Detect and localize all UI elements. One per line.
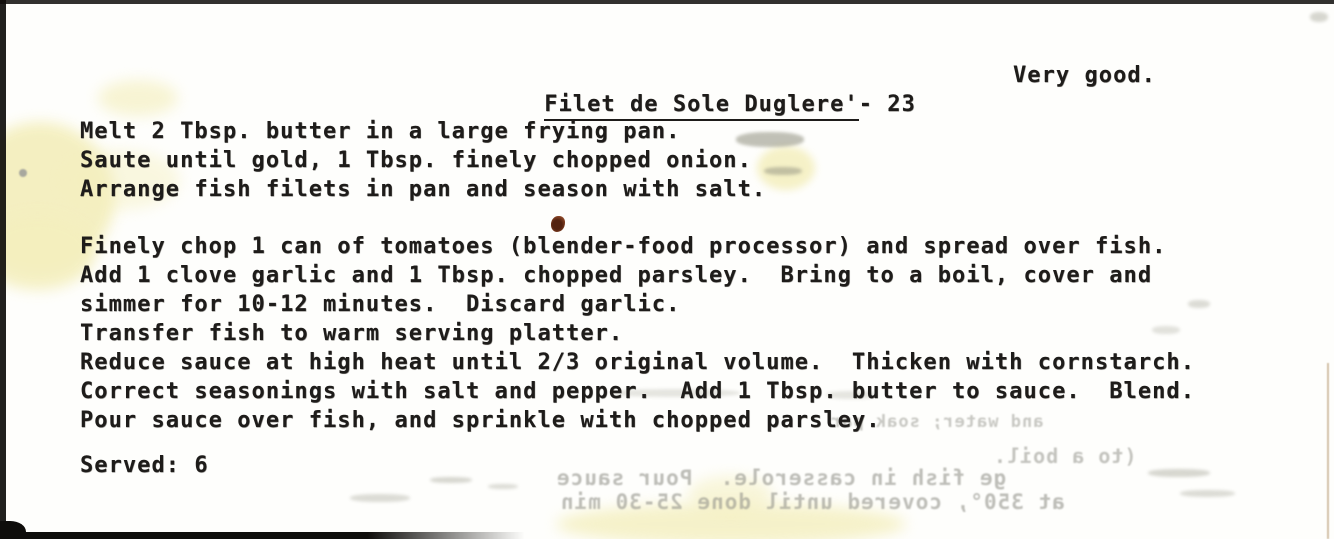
instruction-line: Saute until gold, 1 Tbsp. finely chopped onion.: [80, 148, 752, 173]
gray-smudge: [1148, 469, 1210, 477]
recipe-number: - 23: [858, 92, 916, 117]
gray-smudge: [764, 167, 802, 175]
gray-smudge: [430, 477, 472, 483]
instruction-line: Add 1 clove garlic and 1 Tbsp. chopped parsley. Bring to a boil, cover and: [80, 263, 1153, 288]
right-edge-crease-line: [1327, 363, 1329, 539]
bleed-through-text: ge fish in casserole. Pour sauce: [556, 466, 1007, 490]
gray-smudge: [1310, 12, 1328, 22]
instruction-line: Correct seasonings with salt and pepper. Add 1 Tbsp. butter to sauce. Blend.: [80, 379, 1196, 404]
servings-note: Served: 6: [80, 453, 209, 478]
instruction-line: Transfer fish to warm serving platter.: [80, 321, 624, 346]
gray-smudge: [350, 494, 410, 502]
red-ink-speck: [551, 216, 565, 232]
scan-edge-top: [0, 0, 1334, 4]
scan-edge-bottom: [0, 532, 525, 539]
instruction-line: simmer for 10-12 minutes. Discard garlic.: [80, 292, 681, 317]
instruction-line: Reduce sauce at high heat until 2/3 original volume. Thicken with cornstarch.: [80, 350, 1196, 375]
recipe-title: Filet de Sole Duglere': [544, 92, 859, 121]
scan-edge-left: [0, 0, 6, 539]
scan-edge-corner: [0, 521, 26, 539]
gray-smudge: [1180, 490, 1235, 497]
instruction-line: Pour sauce over fish, and sprinkle with chopped parsley.: [80, 408, 881, 433]
gray-dot: [19, 169, 27, 177]
bleed-through-text: at 350°, covered until done 25-30 min: [560, 490, 1065, 514]
bleed-through-text: (to a boil.: [993, 444, 1137, 468]
instructions-paragraph-1: [80, 117, 766, 204]
instructions-paragraph-2: [80, 232, 1195, 435]
rating-note: Very good.: [1013, 63, 1156, 88]
yellow-stain-top-small: [98, 80, 178, 116]
instruction-line: Arrange fish filets in pan and season with salt.: [80, 177, 767, 202]
instruction-line: Melt 2 Tbsp. butter in a large frying pan.: [80, 119, 681, 144]
bleed-through-text: and water; soak par: [830, 412, 1044, 432]
instruction-line: Finely chop 1 can of tomatoes (blender-food processor) and spread over fish.: [80, 234, 1167, 259]
gray-smudge: [488, 484, 518, 489]
